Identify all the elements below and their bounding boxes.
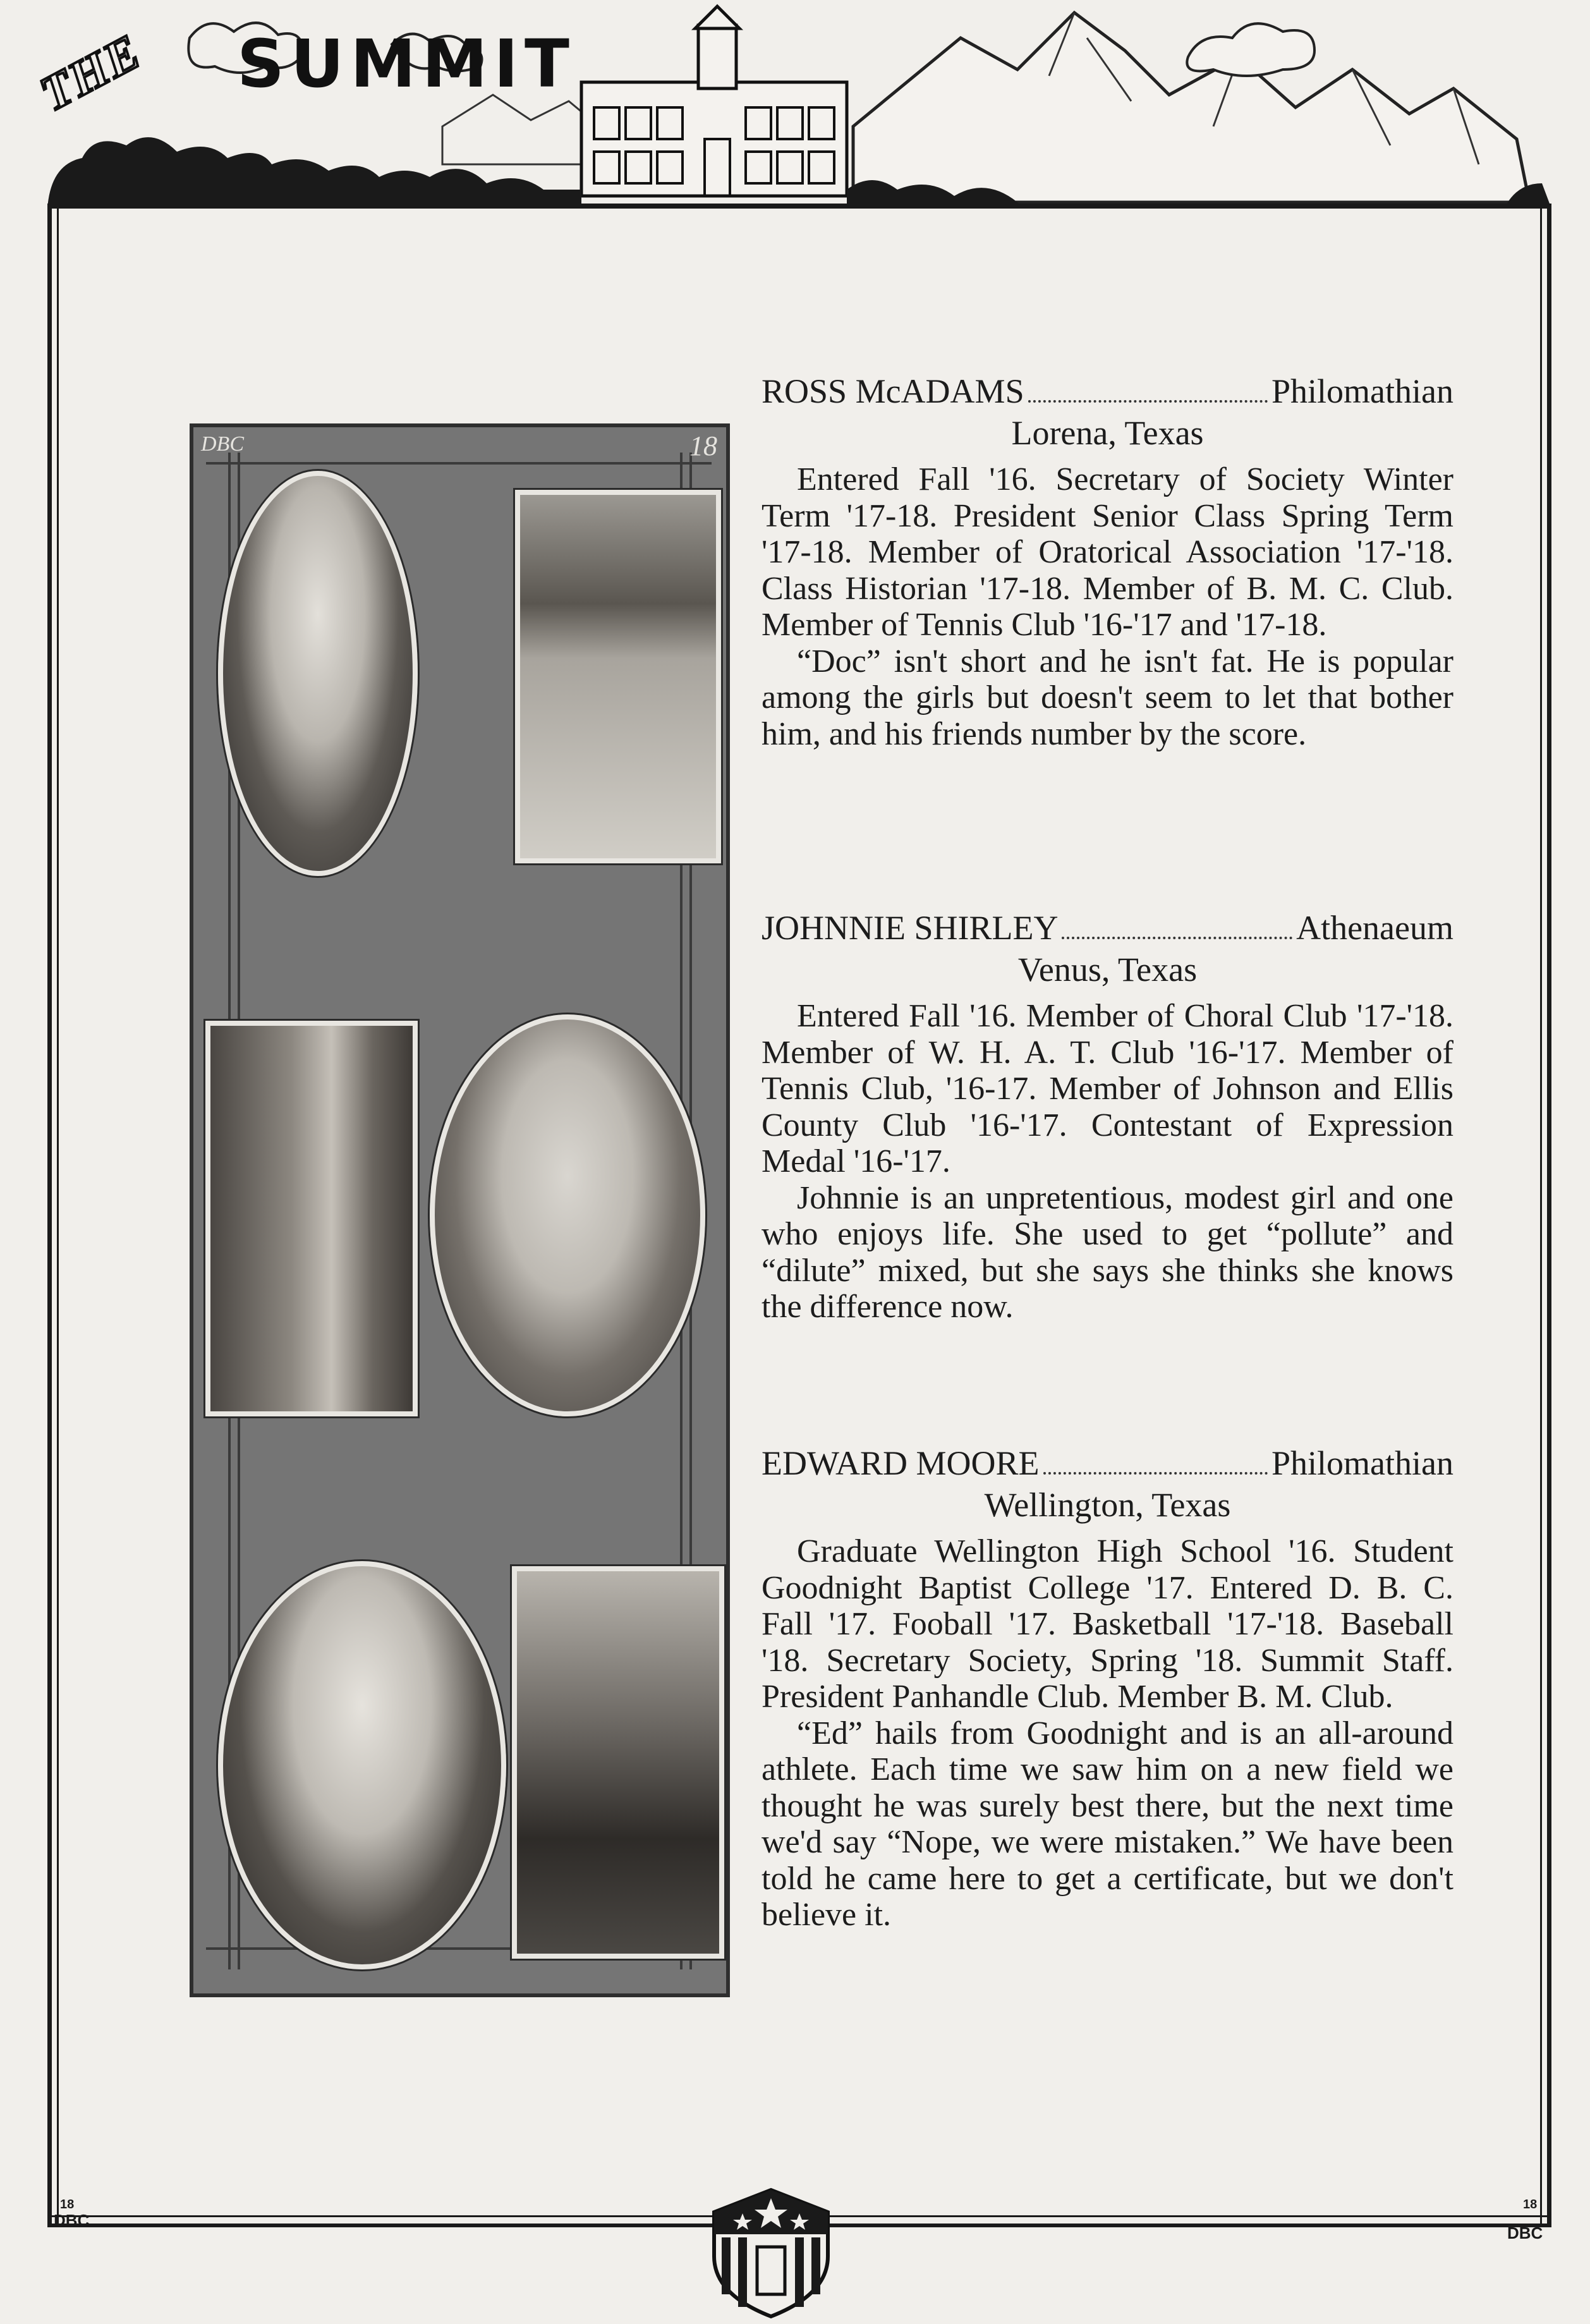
character-remark: “Ed” hails from Goodnight and is an all-around athlete. Each time we saw him on a new field we thought he was surely best there, but the next time we'd say “Nope, we were mistaken.” We have been told he came here to get a certificate, but we don't believe it.: [762, 1715, 1453, 1933]
activities-record: Entered Fall '16. Secretary of Society Winter Term '17-18. President Senior Class Spring Term '17-18. Member of Oratorical Association '17-'18. Class Historian '17-18. Member of B. M. C. Club. Member of Tennis Club '16-'17 and '17-18.: [762, 461, 1453, 643]
student-name: ROSS McADAMS: [762, 372, 1024, 410]
frame-left-inner-rule: [57, 204, 59, 2226]
character-remark: Johnnie is an unpretentious, modest girl and one who enjoys life. She used to get “pollute” and “dilute” mixed, but she says she thinks she knows the difference now.: [762, 1179, 1453, 1325]
footer-left-year: 18: [60, 2198, 75, 2211]
frame-right-inner-rule: [1540, 204, 1542, 2226]
entry-heading: [762, 908, 1453, 947]
entry-johnnie-shirley: [762, 908, 1453, 1325]
footer-shield-emblem: [708, 2187, 834, 2320]
banner-the-script: THE: [31, 23, 150, 122]
panel-inner-rule-top: [206, 462, 712, 465]
leader-dots: [1062, 937, 1292, 939]
student-name: EDWARD MOORE: [762, 1444, 1040, 1482]
frame-top-rule: [47, 204, 1551, 209]
panel-year: 18: [689, 430, 717, 461]
snapshot-edward-moore: [512, 1566, 724, 1959]
footer-right-monogram: DBC: [1507, 2224, 1543, 2242]
portrait-johnnie-shirley: [430, 1014, 705, 1416]
hometown: Wellington, Texas: [984, 1486, 1231, 1524]
entry-ross-mcadams: [762, 372, 1453, 752]
frame-left-rule: [47, 204, 52, 2226]
activities-record: Entered Fall '16. Member of Choral Club '17-'18. Member of W. H. A. T. Club '16-'17. Member of Tennis Club, '16-17. Member of Johnson and Ellis County Club '16-'17. Contestant of Expression Medal '16-'17.: [762, 998, 1453, 1179]
entry-edward-moore: [762, 1444, 1453, 1933]
banner-title: SUMMIT: [237, 25, 576, 102]
literary-society: Athenaeum: [1296, 909, 1453, 947]
leader-dots: [1043, 1472, 1268, 1475]
activities-record: Graduate Wellington High School '16. Student Goodnight Baptist College '17. Entered D. B. C. Fall '17. Fooball '17. Basketball '17-'18. Baseball '18. Secretary Society, Spring '18. Summit Staff. President Panhandle Club. Member B. M. Club.: [762, 1533, 1453, 1715]
hometown: Venus, Texas: [1017, 951, 1198, 989]
hometown: Lorena, Texas: [1011, 414, 1204, 452]
snapshot-johnnie-shirley: [205, 1021, 418, 1416]
leader-dots: [1028, 400, 1268, 403]
character-remark: “Doc” isn't short and he isn't fat. He is popular among the girls but doesn't seem to let that bother him, and his friends number by the score.: [762, 643, 1453, 752]
footer-right-year: 18: [1523, 2198, 1538, 2211]
literary-society: Philomathian: [1271, 1444, 1453, 1482]
student-name: JOHNNIE SHIRLEY: [762, 909, 1059, 947]
frame-right-rule: [1547, 204, 1551, 2226]
literary-society: Philomathian: [1271, 372, 1453, 410]
footer-left-monogram: DBC: [54, 2211, 90, 2230]
entry-heading: [762, 372, 1453, 411]
panel-monogram: DBC: [201, 432, 244, 456]
entry-heading: [762, 1444, 1453, 1483]
portrait-ross-mcadams: [218, 471, 418, 876]
snapshot-ross-mcadams: [515, 490, 721, 863]
portrait-edward-moore: [218, 1561, 506, 1969]
